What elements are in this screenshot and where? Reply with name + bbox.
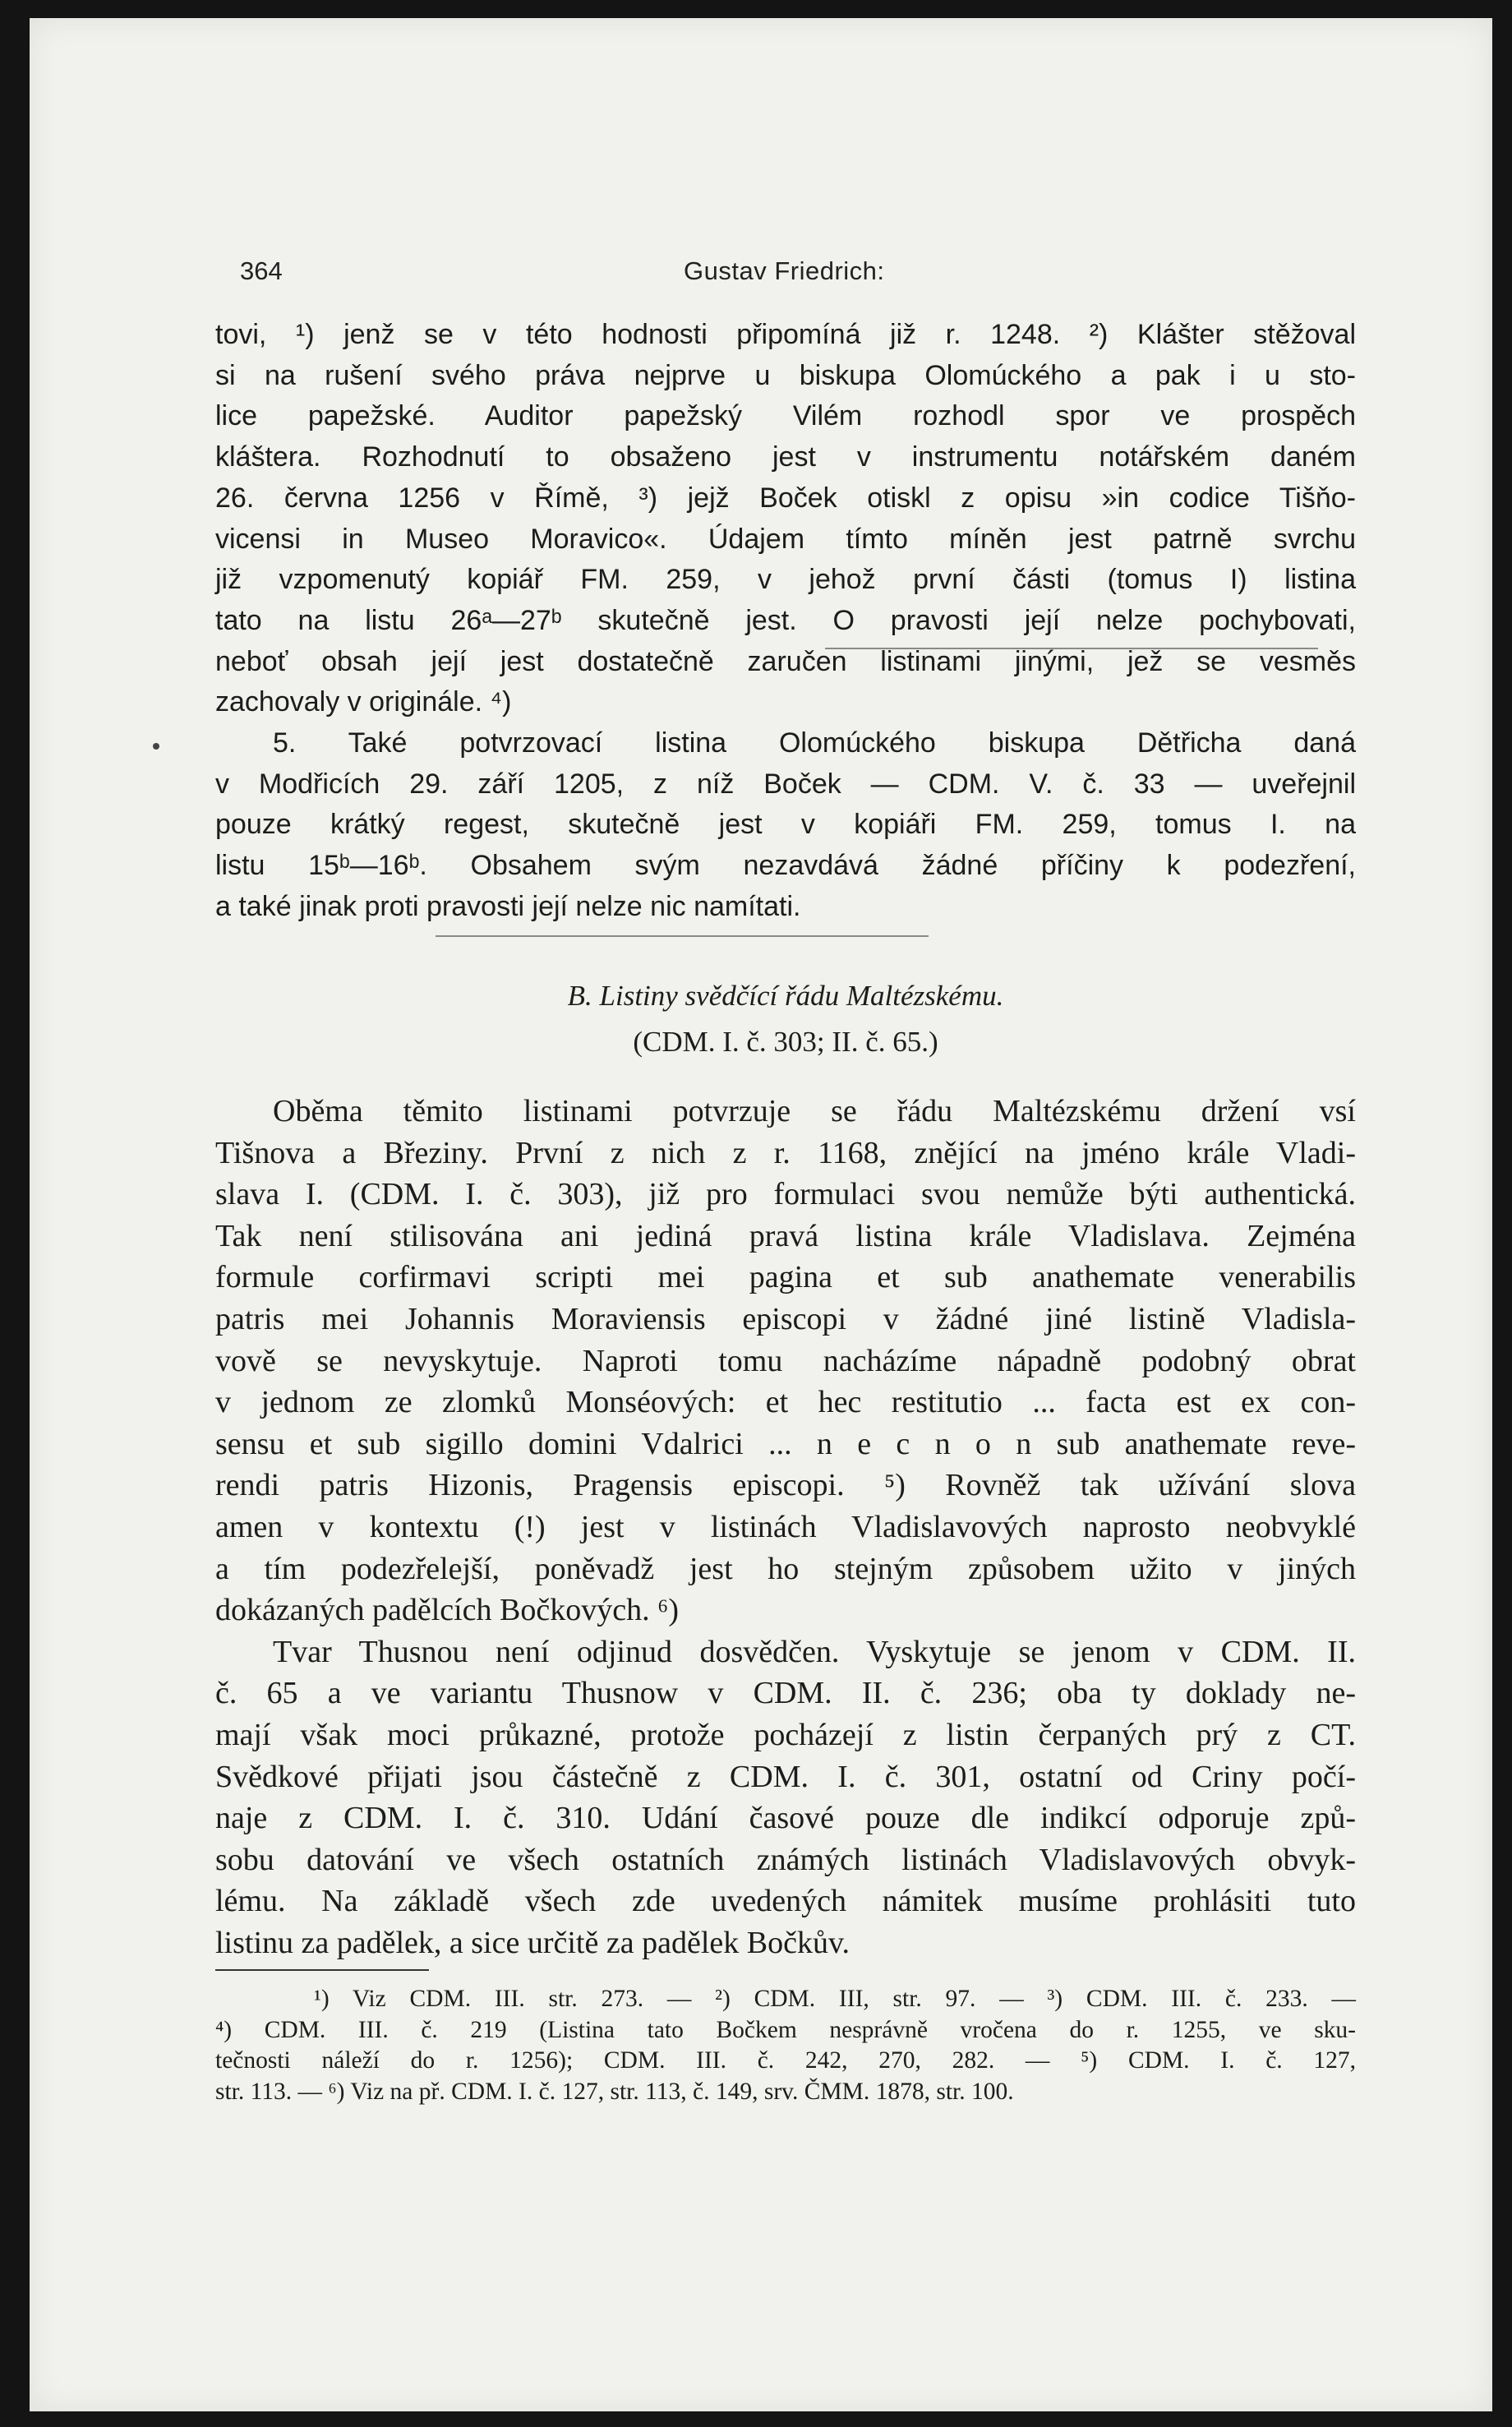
text-line: vově se nevyskytuje. Naproti tomu nacházíme nápadně podobný obrat xyxy=(215,1343,1356,1378)
text-line: a tím podezřelejší, poněvadž jest ho stejným způsobem užito v jiných xyxy=(215,1551,1356,1586)
text-line: zachovaly v originále. ⁴) xyxy=(215,686,512,718)
text-line: 5. Také potvrzovací listina Olomúckého biskupa Dětřicha daná xyxy=(273,727,1356,759)
text-line: patris mei Johannis Moraviensis episcopi v žádné jiné listině Vladisla- xyxy=(215,1301,1356,1336)
pencil-underline xyxy=(436,935,929,937)
text-line: mají však moci průkazné, protože pocházejí z listin čerpaných prý z CT. xyxy=(215,1717,1356,1752)
text-line: Tišnova a Březiny. První z nich z r. 1168, znějící na jméno krále Vladi- xyxy=(215,1135,1356,1170)
footnotes xyxy=(215,1984,1356,2107)
text-line: kláštera. Rozhodnutí to obsaženo jest v instrumentu notářském daném xyxy=(215,441,1356,473)
text-line: vicensi in Museo Moravico«. Údajem tímto míněn jest patrně svrchu xyxy=(215,523,1356,555)
text-line: Oběma těmito listinami potvrzuje se řádu Maltézskému držení vsí xyxy=(273,1094,1356,1128)
text-line: a také jinak proti pravosti její nelze nic namítati. xyxy=(215,890,801,922)
page-number: 364 xyxy=(240,256,283,285)
text-line: Tvar Thusnou není odjinud dosvědčen. Vyskytuje se jenom v CDM. II. xyxy=(273,1634,1356,1669)
text-line: formule corfirmavi scripti mei pagina et sub anathemate venerabilis xyxy=(215,1260,1356,1295)
running-title: Gustav Friedrich: xyxy=(684,256,885,285)
pencil-underline xyxy=(825,648,1318,649)
text-line: si na rušení svého práva nejprve u biskupa Olomúckého a pak i u sto- xyxy=(215,359,1356,391)
text-line: listu 15ᵇ—16ᵇ. Obsahem svým nezavdává žádné příčiny k podezření, xyxy=(215,850,1356,882)
section-b-heading: B. Listiny svědčící řádu Maltézskému. xyxy=(567,980,1004,1012)
text-line: v Modřicích 29. září 1205, z níž Boček — CDM. V. č. 33 — uveřejnil xyxy=(215,768,1356,800)
footnote-line: str. 113. — ⁶) Viz na př. CDM. I. č. 127, str. 113, č. 149, srv. ČMM. 1878, str. 100. xyxy=(215,2078,1014,2105)
text-line: v jednom ze zlomků Monséových: et hec restitutio ... facta est ex con- xyxy=(215,1385,1356,1420)
text-line: amen v kontextu (!) jest v listinách Vladislavových naprosto neobvyklé xyxy=(215,1509,1356,1544)
text-line: listinu za padělek, a sice určitě za padělek Bočkův. xyxy=(215,1925,850,1960)
text-line: již vzpomenutý kopiář FM. 259, v jehož první části (tomus I) listina xyxy=(215,564,1356,596)
footnote-line: ¹) Viz CDM. III. str. 273. — ²) CDM. III, str. 97. — ³) CDM. III. č. 233. — xyxy=(314,1986,1356,2012)
text-line: lému. Na základě všech zde uvedených námitek musíme prohlásiti tuto xyxy=(215,1884,1356,1919)
text-line: sensu et sub sigillo domini Vdalrici ... n e c n o n sub anathemate reve- xyxy=(215,1426,1356,1461)
text-line: tovi, ¹) jenž se v této hodnosti připomíná již r. 1248. ²) Klášter stěžoval xyxy=(215,319,1356,350)
footnote-line: tečnosti náleží do r. 1256); CDM. III. č. 242, 270, 282. — ⁵) CDM. I. č. 127, xyxy=(215,2047,1356,2074)
text-line: rendi patris Hizonis, Pragensis episcopi. ⁵) Rovněž tak užívání slova xyxy=(215,1468,1356,1503)
text-line: č. 65 a ve variantu Thusnow v CDM. II. č. 236; oba ty doklady ne- xyxy=(215,1676,1356,1711)
margin-dot xyxy=(153,743,159,750)
text-line: naje z CDM. I. č. 310. Udání časové pouze dle indikcí odporuje způ- xyxy=(215,1801,1356,1836)
text-line: 26. června 1256 v Římě, ³) jejž Boček otiskl z opisu »in codice Tišňo- xyxy=(215,482,1356,514)
text-line: lice papežské. Auditor papežský Vilém rozhodl spor ve prospěch xyxy=(215,400,1356,432)
text-line: Svědkové přijati jsou částečně z CDM. I. č. 301, ostatní od Criny počí- xyxy=(215,1759,1356,1794)
section-b-subheading: (CDM. I. č. 303; II. č. 65.) xyxy=(633,1026,938,1058)
text-line: tato na listu 26ᵃ—27ᵇ skutečně jest. O pravosti její nelze pochybovati, xyxy=(215,604,1356,636)
text-line: slava I. (CDM. I. č. 303), již pro formulaci svou nemůže býti authentická. xyxy=(215,1177,1356,1212)
text-line: sobu datování ve všech ostatních známých listinách Vladislavových obvyk- xyxy=(215,1842,1356,1877)
footnote-line: ⁴) CDM. III. č. 219 (Listina tato Bočkem nesprávně vročena do r. 1255, ve sku- xyxy=(215,2016,1356,2043)
section-a-text xyxy=(215,315,1356,928)
text-line: dokázaných padělcích Bočkových. ⁶) xyxy=(215,1593,680,1628)
footnote-rule xyxy=(215,1969,429,1971)
section-b-text xyxy=(215,1091,1356,1963)
text-line: neboť obsah její jest dostatečně zaručen listinami jinými, jež se vesměs xyxy=(215,645,1356,677)
text-line: pouze krátký regest, skutečně jest v kopiáři FM. 259, tomus I. na xyxy=(215,809,1356,841)
text-line: Tak není stilisována ani jediná pravá listina krále Vladislava. Zejména xyxy=(215,1218,1356,1253)
